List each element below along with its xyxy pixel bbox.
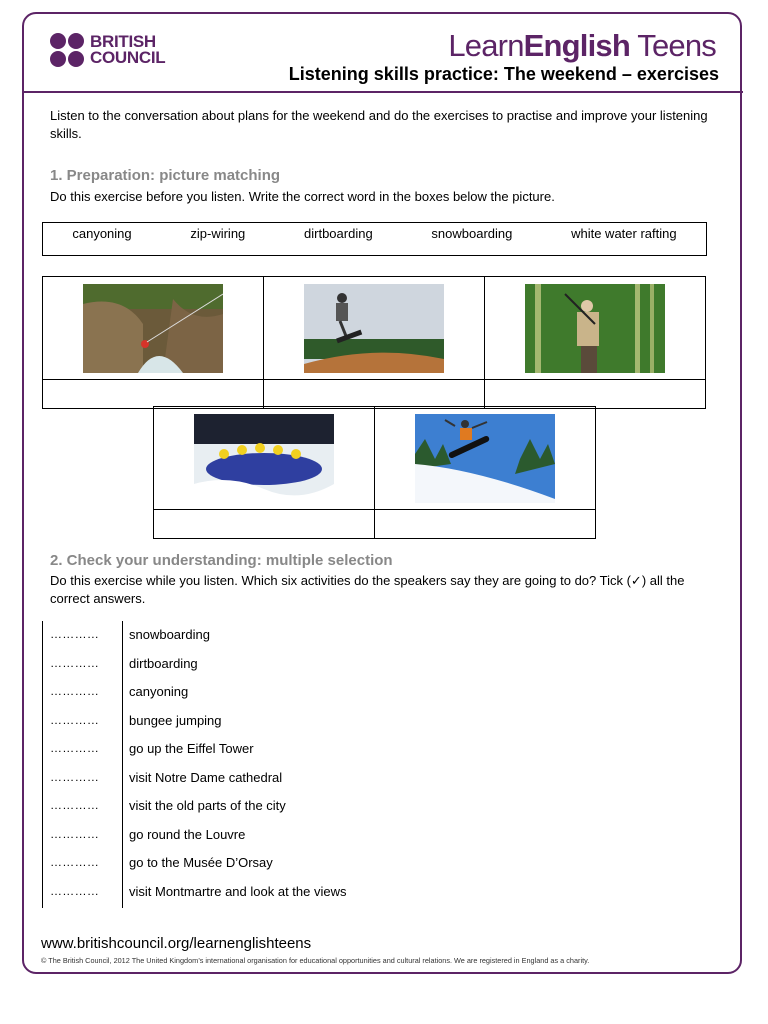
- word-bank-item: canyoning: [72, 226, 132, 241]
- logo-line-1: BRITISH: [90, 32, 156, 51]
- picture-row-1: [42, 276, 705, 409]
- answer-box[interactable]: [43, 380, 263, 408]
- footer-url[interactable]: www.britishcouncil.org/learnenglishteens: [41, 935, 312, 952]
- option-text: bungee jumping: [129, 712, 222, 728]
- word-bank-item: snowboarding: [431, 226, 513, 241]
- tick-blank[interactable]: …………: [50, 826, 100, 841]
- intro-text: Listen to the conversation about plans for the weekend and do the exercises to practise and improve your listening skills.: [50, 108, 708, 141]
- option-text: visit Notre Dame cathedral: [129, 769, 283, 785]
- answer-box[interactable]: [485, 380, 705, 408]
- tick-blank[interactable]: …………: [50, 769, 100, 784]
- word-bank-item: zip-wiring: [190, 226, 246, 241]
- option-text: snowboarding: [129, 627, 210, 642]
- picture-row-2: [153, 406, 595, 539]
- dirtboarding-photo: [304, 284, 444, 373]
- option-text: dirtboarding: [129, 655, 198, 671]
- word-bank-item: dirtboarding: [304, 226, 373, 241]
- tick-blank[interactable]: …………: [50, 883, 100, 898]
- british-council-logo: [50, 33, 165, 67]
- section2-instructions: Do this exercise while you listen. Which six activities do the speakers say they are going to do? Tick (✓) all the correct answers.: [50, 573, 685, 606]
- option-text: go to the Musée D’Orsay: [129, 855, 273, 870]
- option-text: go up the Eiffel Tower: [129, 741, 254, 756]
- picture-cell: [263, 276, 485, 409]
- word-bank: [42, 222, 707, 256]
- tick-blank[interactable]: …………: [50, 741, 100, 755]
- logo-dots-icon: [50, 33, 84, 67]
- list-column-divider: [122, 621, 123, 908]
- tick-blank[interactable]: …………: [50, 855, 100, 869]
- logo-line-2: COUNCIL: [90, 48, 166, 67]
- tick-blank[interactable]: …………: [50, 684, 100, 698]
- learnenglish-teens-brand: [448, 28, 716, 64]
- rafting-photo: [194, 414, 334, 503]
- list-left-border: [42, 621, 43, 908]
- header-divider: [23, 91, 743, 93]
- section2-title: 2. Check your understanding: multiple selection: [50, 552, 393, 569]
- picture-cell: [42, 276, 264, 409]
- option-text: canyoning: [129, 684, 189, 699]
- picture-cell: [153, 406, 375, 539]
- answer-box[interactable]: [375, 510, 595, 538]
- zip-wiring-photo: [525, 284, 665, 373]
- snowboarding-photo: [415, 414, 555, 503]
- canyoning-photo: [83, 284, 223, 373]
- tick-blank[interactable]: …………: [50, 627, 100, 641]
- footer-copyright: © The British Council, 2012 The United Kingdom’s international organisation for educational opportunities and cultural relations. We are registered in England as a charity.: [41, 956, 590, 965]
- option-text: go round the Louvre: [129, 826, 246, 842]
- option-text: visit the old parts of the city: [129, 798, 286, 813]
- tick-blank[interactable]: …………: [50, 798, 100, 812]
- brand-english: English: [523, 28, 631, 63]
- option-text: visit Montmartre and look at the views: [129, 883, 347, 899]
- answer-box[interactable]: [154, 510, 374, 538]
- picture-cell: [484, 276, 706, 409]
- page-title: Listening skills practice: The weekend – exercises: [288, 64, 719, 84]
- tick-blank[interactable]: …………: [50, 712, 100, 727]
- brand-learn: Learn: [448, 28, 524, 63]
- tick-blank[interactable]: …………: [50, 655, 100, 670]
- answer-box[interactable]: [264, 380, 484, 408]
- section1-title: 1. Preparation: picture matching: [50, 167, 281, 184]
- word-bank-item: white water rafting: [571, 226, 677, 241]
- picture-cell: [374, 406, 596, 539]
- brand-teens: Teens: [630, 28, 716, 63]
- section1-instructions: Do this exercise before you listen. Write the correct word in the boxes below the picture.: [50, 189, 555, 204]
